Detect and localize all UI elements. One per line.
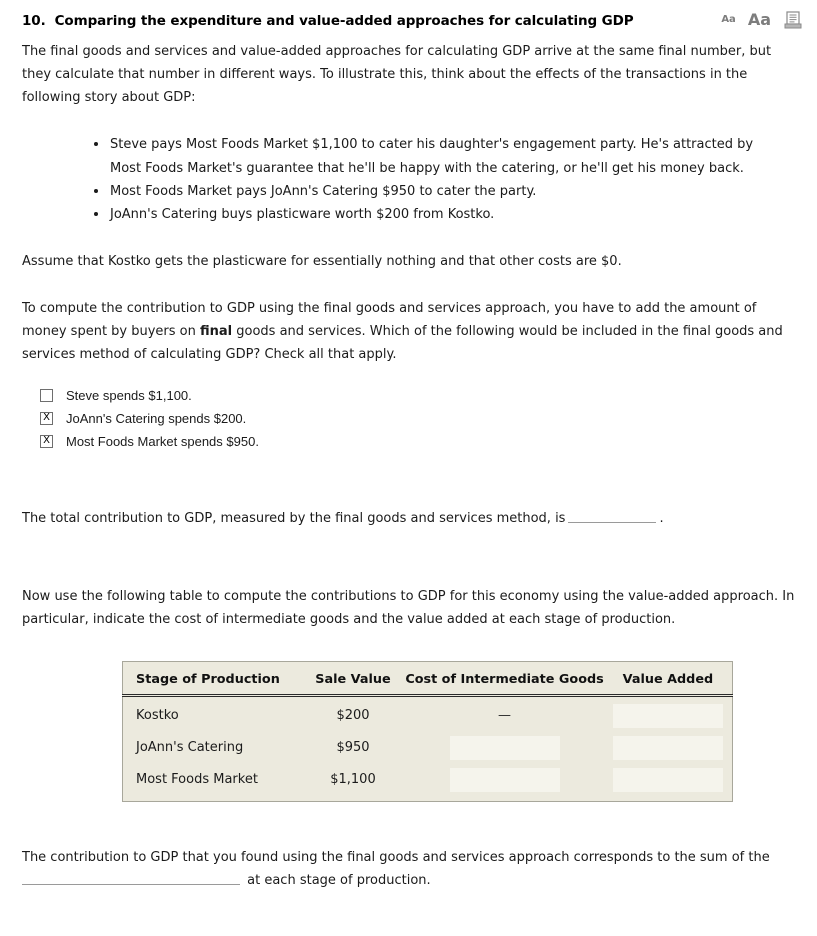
- checkbox-joanns[interactable]: X: [40, 412, 53, 425]
- question-body: [0, 40, 817, 892]
- table-row: [123, 764, 733, 802]
- cell-sale-value-kostko: $200: [336, 708, 370, 724]
- cell-stage-most-foods: Most Foods Market: [136, 772, 258, 788]
- checkbox-option-steve[interactable]: [40, 384, 795, 406]
- column-header-cost-intermediate: Cost of Intermediate Goods: [405, 661, 603, 695]
- total-sentence-text: The total contribution to GDP, measured by the final goods and services method, is: [22, 511, 566, 527]
- checkbox-label-steve: Steve spends $1,100.: [66, 387, 192, 403]
- decrease-font-size-icon[interactable]: Aa: [721, 14, 736, 25]
- cell-sale-value-most-foods: $1,100: [330, 772, 376, 788]
- closing-sentence: [22, 846, 795, 892]
- print-icon[interactable]: [783, 10, 803, 30]
- column-header-value-added: Value Added: [604, 661, 733, 695]
- header-toolbar: [721, 10, 803, 30]
- cell-cost-kostko: [405, 695, 603, 732]
- value-added-table: [122, 661, 733, 802]
- answer-checkbox-group: [22, 384, 795, 452]
- cell-cost-joanns: [405, 732, 603, 764]
- checkbox-option-most-foods[interactable]: [40, 430, 795, 452]
- prompt-text-part2: goods and services. Which of the following would be included in the final goods and services method of calculating GDP? Check all that apply.: [22, 324, 783, 363]
- assumption-paragraph: Assume that Kostko gets the plasticware for essentially nothing and that other costs are $0.: [22, 253, 622, 269]
- total-contribution-sentence: [22, 507, 795, 530]
- input-value-added-kostko[interactable]: [613, 704, 723, 728]
- table-header-row: [123, 661, 733, 695]
- input-value-added-joanns[interactable]: [613, 736, 723, 760]
- question-title-text: Comparing the expenditure and value-added approaches for calculating GDP: [54, 13, 634, 29]
- question-header: [0, 0, 817, 40]
- checkbox-most-foods[interactable]: X: [40, 435, 53, 448]
- closing-text-line1: The contribution to GDP that you found using the final goods and services approach corresponds to the sum of the: [22, 849, 770, 865]
- table-row: [123, 732, 733, 764]
- input-value-added-most-foods[interactable]: [613, 768, 723, 792]
- table-row: [123, 695, 733, 732]
- checkbox-option-joanns[interactable]: [40, 407, 795, 429]
- total-contribution-blank[interactable]: [568, 509, 656, 523]
- checkbox-label-joanns: JoAnn's Catering spends $200.: [66, 410, 247, 426]
- cell-value-added-kostko: [604, 695, 733, 732]
- cell-value-added-most-foods: [604, 764, 733, 802]
- checkbox-steve[interactable]: [40, 389, 53, 402]
- question-number: 10.: [22, 13, 46, 29]
- closing-blank[interactable]: [22, 871, 240, 885]
- prompt-emphasis: final: [200, 324, 233, 340]
- table-intro-paragraph: Now use the following table to compute the contributions to GDP for this economy using the value-added approach. In particular, indicate the cost of intermediate goods and the value added at each stage of production.: [22, 588, 795, 627]
- column-header-sale-value: Sale Value: [301, 661, 406, 695]
- checkbox-label-most-foods: Most Foods Market spends $950.: [66, 433, 259, 449]
- cell-cost-most-foods: [405, 764, 603, 802]
- total-sentence-period: .: [659, 511, 664, 527]
- closing-text-line2: at each stage of production.: [247, 872, 431, 888]
- intro-paragraph: The final goods and services and value-added approaches for calculating GDP arrive at the same final number, but they calculate that number in different ways. To illustrate this, think about the effects of the transactions in the following story about GDP:: [22, 44, 772, 106]
- page-title: [22, 10, 795, 29]
- value-added-table-wrapper: [22, 661, 795, 802]
- input-cost-most-foods[interactable]: [450, 768, 560, 792]
- cell-value-added-joanns: [604, 732, 733, 764]
- dash-placeholder: —: [498, 708, 512, 724]
- increase-font-size-icon[interactable]: Aa: [747, 10, 771, 29]
- cell-stage-joanns: JoAnn's Catering: [136, 740, 244, 756]
- list-item: Most Foods Market pays JoAnn's Catering $950 to cater the party.: [94, 180, 754, 203]
- list-item: JoAnn's Catering buys plasticware worth $200 from Kostko.: [94, 203, 754, 226]
- column-header-stage: Stage of Production: [123, 661, 301, 695]
- question-prompt-paragraph: [22, 297, 795, 366]
- cell-stage-kostko: Kostko: [136, 708, 179, 724]
- input-cost-joanns[interactable]: [450, 736, 560, 760]
- cell-sale-value-joanns: $950: [336, 740, 370, 756]
- prompt-text-part1: To compute the contribution to GDP using the final goods and services approach, you have to add the amount of money spent by buyers on: [22, 301, 757, 340]
- list-item: Steve pays Most Foods Market $1,100 to cater his daughter's engagement party. He's attracted by Most Foods Market's guarantee that he'll be happy with the catering, or he'll get his money back.: [94, 133, 754, 179]
- story-bullet-list: [22, 133, 795, 226]
